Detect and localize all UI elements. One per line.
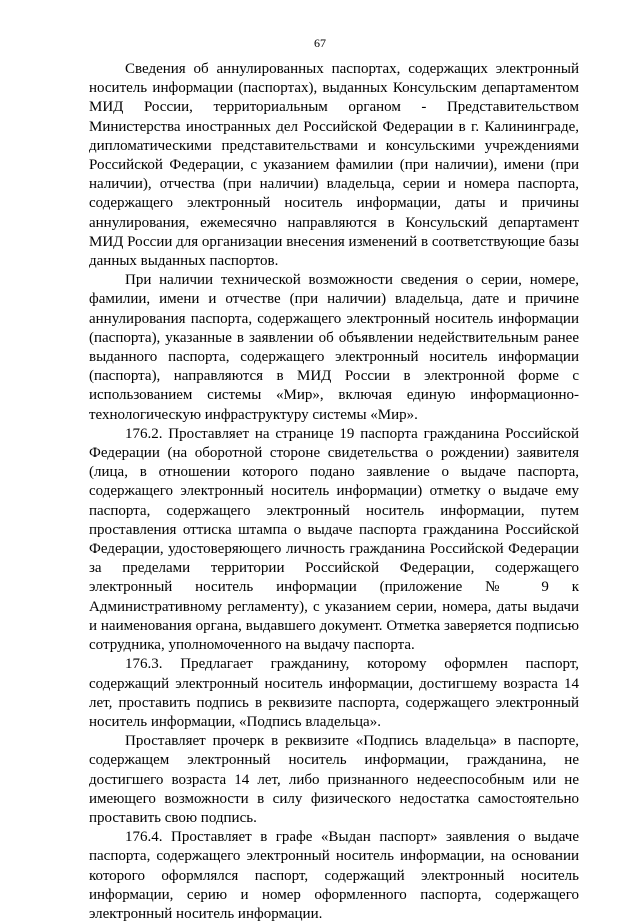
paragraph-electronic-transfer: При наличии технической возможности сведения о серии, номере, фамилии, имени и отчестве (при наличии) владельца, дате и причине аннулирования паспорта, содержащего электронный носитель информации (паспорта), указанные в заявлении об объявлении недействительным ранее выданного паспорта, содержащего электронный носитель информации (паспорта), направляются в МИД России в электронной форме с использованием системы «Мир», включая единую информационно-технологическую инфраструктуру системы «Мир».	[89, 272, 579, 423]
paragraph-annulled-passports-info: Сведения об аннулированных паспортах, содержащих электронный носитель информации (паспортах), выданных Консульским департаментом МИД России, территориальным органом - Представительством Министерства иностранных дел Российской Федерации в г. Калининграде, дипломатическими представительствами и консульскими учреждениями Российской Федерации, с указанием фамилии (при наличии), имени (при наличии), отчества (при наличии) владельца, серии и номера паспорта, содержащего электронный носитель информации, даты и причины аннулирования, ежемесячно направляются в Консульский департамент МИД России для организации внесения изменений в соответствующие базы данных выданных паспортов.	[89, 61, 579, 270]
page-number: 67	[314, 36, 326, 50]
paragraph-176-3: 176.3. Предлагает гражданину, которому оформлен паспорт, содержащий электронный носитель информации, достигшему возраста 14 лет, проставить подпись в реквизите паспорта, содержащего электронный носитель информации, «Подпись владельца».	[89, 656, 579, 730]
page-body	[89, 60, 579, 924]
paragraph-dash-signature: Проставляет прочерк в реквизите «Подпись владельца» в паспорте, содержащем электронный носитель информации, гражданина, не достигшего возраста 14 лет, либо признанного недееспособным или не имеющего возможности в силу физического недостатка самостоятельно проставить свою подпись.	[89, 733, 579, 826]
paragraph-176-2: 176.2. Проставляет на странице 19 паспорта гражданина Российской Федерации (на оборотной стороне свидетельства о рождении) заявителя (лица, в отношении которого подано заявление о выдаче паспорта, содержащего электронный носитель информации) отметку о выдаче ему паспорта, содержащего электронный носитель информации, путем проставления оттиска штампа о выдаче паспорта гражданина Российской Федерации, удостоверяющего личность гражданина Российской Федерации за пределами территории Российской Федерации, содержащего электронный носитель информации (приложение № 9 к Административному регламенту), с указанием серии, номера, даты выдачи и наименования органа, выдавшего документ. Отметка заверяется подписью сотрудника, уполномоченного на выдачу паспорта.	[89, 425, 579, 654]
paragraph-176-4: 176.4. Проставляет в графе «Выдан паспорт» заявления о выдаче паспорта, содержащего электронный носитель информации, на основании которого оформлялся паспорт, содержащий электронный носитель информации, серию и номер оформленного паспорта, содержащего электронный носитель информации.	[89, 829, 579, 922]
